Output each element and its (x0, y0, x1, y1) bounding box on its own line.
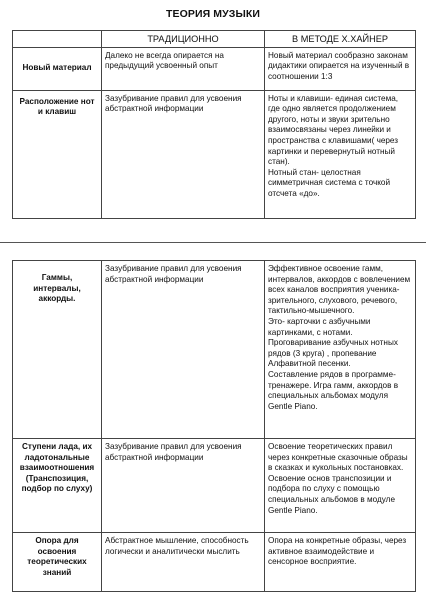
traditional-cell: Зазубривание правил для усвоения абстрактной информации (102, 439, 265, 533)
traditional-cell: Далеко не всегда опирается на предыдущий усвоенный опыт (102, 47, 265, 90)
hainer-paragraph: Новый материал сообразно законам дидактики опирается на изученный в соотношении 1:3 (268, 50, 410, 81)
hainer-paragraph: Эффективное освоение гамм, интервалов, аккордов с вовлечением всех каналов восприятия ученика- зрительного, слухового, речевого, тактильно-мышечного. (268, 264, 411, 316)
row-heading (13, 439, 102, 533)
header-hainer-method: В МЕТОДЕ Х.ХАЙНЕР (265, 31, 416, 48)
hainer-cell (265, 90, 416, 218)
hainer-paragraph: Проговаривание азбучных нотных рядов (3 круга) , пропевание Алфавитной песенки. (268, 338, 398, 369)
header-traditional: ТРАДИЦИОННО (102, 31, 265, 48)
traditional-cell: Абстрактное мышление, способность логически и аналитически мыслить (102, 533, 265, 592)
row-heading (13, 90, 102, 218)
table-row (13, 47, 416, 90)
hainer-cell (265, 261, 416, 439)
hainer-paragraph: Это- карточки с азбучными картинками, с нотами. (268, 316, 371, 337)
table-row (13, 90, 416, 218)
hainer-paragraph: Ноты и клавиши- единая система, где одно является продолжением другого, ноты и звуки зрительно взаимосвязаны через линейки и пространства с клавишами( через картинки и перевернутый нотный стан). (268, 93, 399, 167)
row-heading-line: Расположение нот и клавиш (19, 96, 95, 117)
hainer-paragraph: Освоение теоретических правил через конкретные сказочные образы в сказках и кукольных постановках. (268, 442, 408, 473)
hainer-cell (265, 47, 416, 90)
hainer-cell (265, 439, 416, 533)
row-heading-line: интервалы, (33, 283, 81, 293)
document-title: ТЕОРИЯ МУЗЫКИ (166, 8, 260, 20)
table-row (13, 261, 416, 439)
page-separator (0, 242, 426, 243)
row-heading-line: Новый материал (22, 63, 92, 73)
row-heading-line: Опора для освоения теоретических знаний (27, 536, 87, 577)
hainer-paragraph: Освоение основ транспозиции и подбора по слуху с помощью специальных альбомов в модуле Gentle Piano. (268, 473, 396, 515)
comparison-table-page-1 (12, 30, 416, 219)
comparison-table-page-2 (12, 260, 416, 592)
row-heading-line: Гаммы, (41, 273, 73, 282)
row-heading-line: аккорды. (38, 294, 76, 304)
hainer-paragraph: Опора на конкретные образы, через активное взаимодействие и сенсорное восприятие. (268, 536, 407, 567)
row-heading (13, 533, 102, 592)
header-empty-cell (13, 31, 102, 48)
row-heading-line: (Транспозиция, подбор по слуху) (21, 473, 93, 494)
traditional-cell: Зазубривание правил для усвоения абстрактной информации (102, 90, 265, 218)
table-header-row (13, 31, 416, 48)
table-row (13, 533, 416, 592)
hainer-cell (265, 533, 416, 592)
table-row (13, 439, 416, 533)
row-heading-line: Ступени лада, их ладотональные взаимоотношения (19, 442, 95, 473)
row-heading (13, 261, 102, 439)
row-heading (13, 47, 102, 90)
traditional-cell: Зазубривание правил для усвоения абстрактной информации (102, 261, 265, 439)
hainer-paragraph: Составление рядов в программе-тренажере. Игра гамм, аккордов в специальных альбомах модуля Gentle Piano. (268, 369, 399, 411)
hainer-paragraph: Нотный стан- целостная симметричная система с точкой отсчета «до». (268, 167, 391, 198)
